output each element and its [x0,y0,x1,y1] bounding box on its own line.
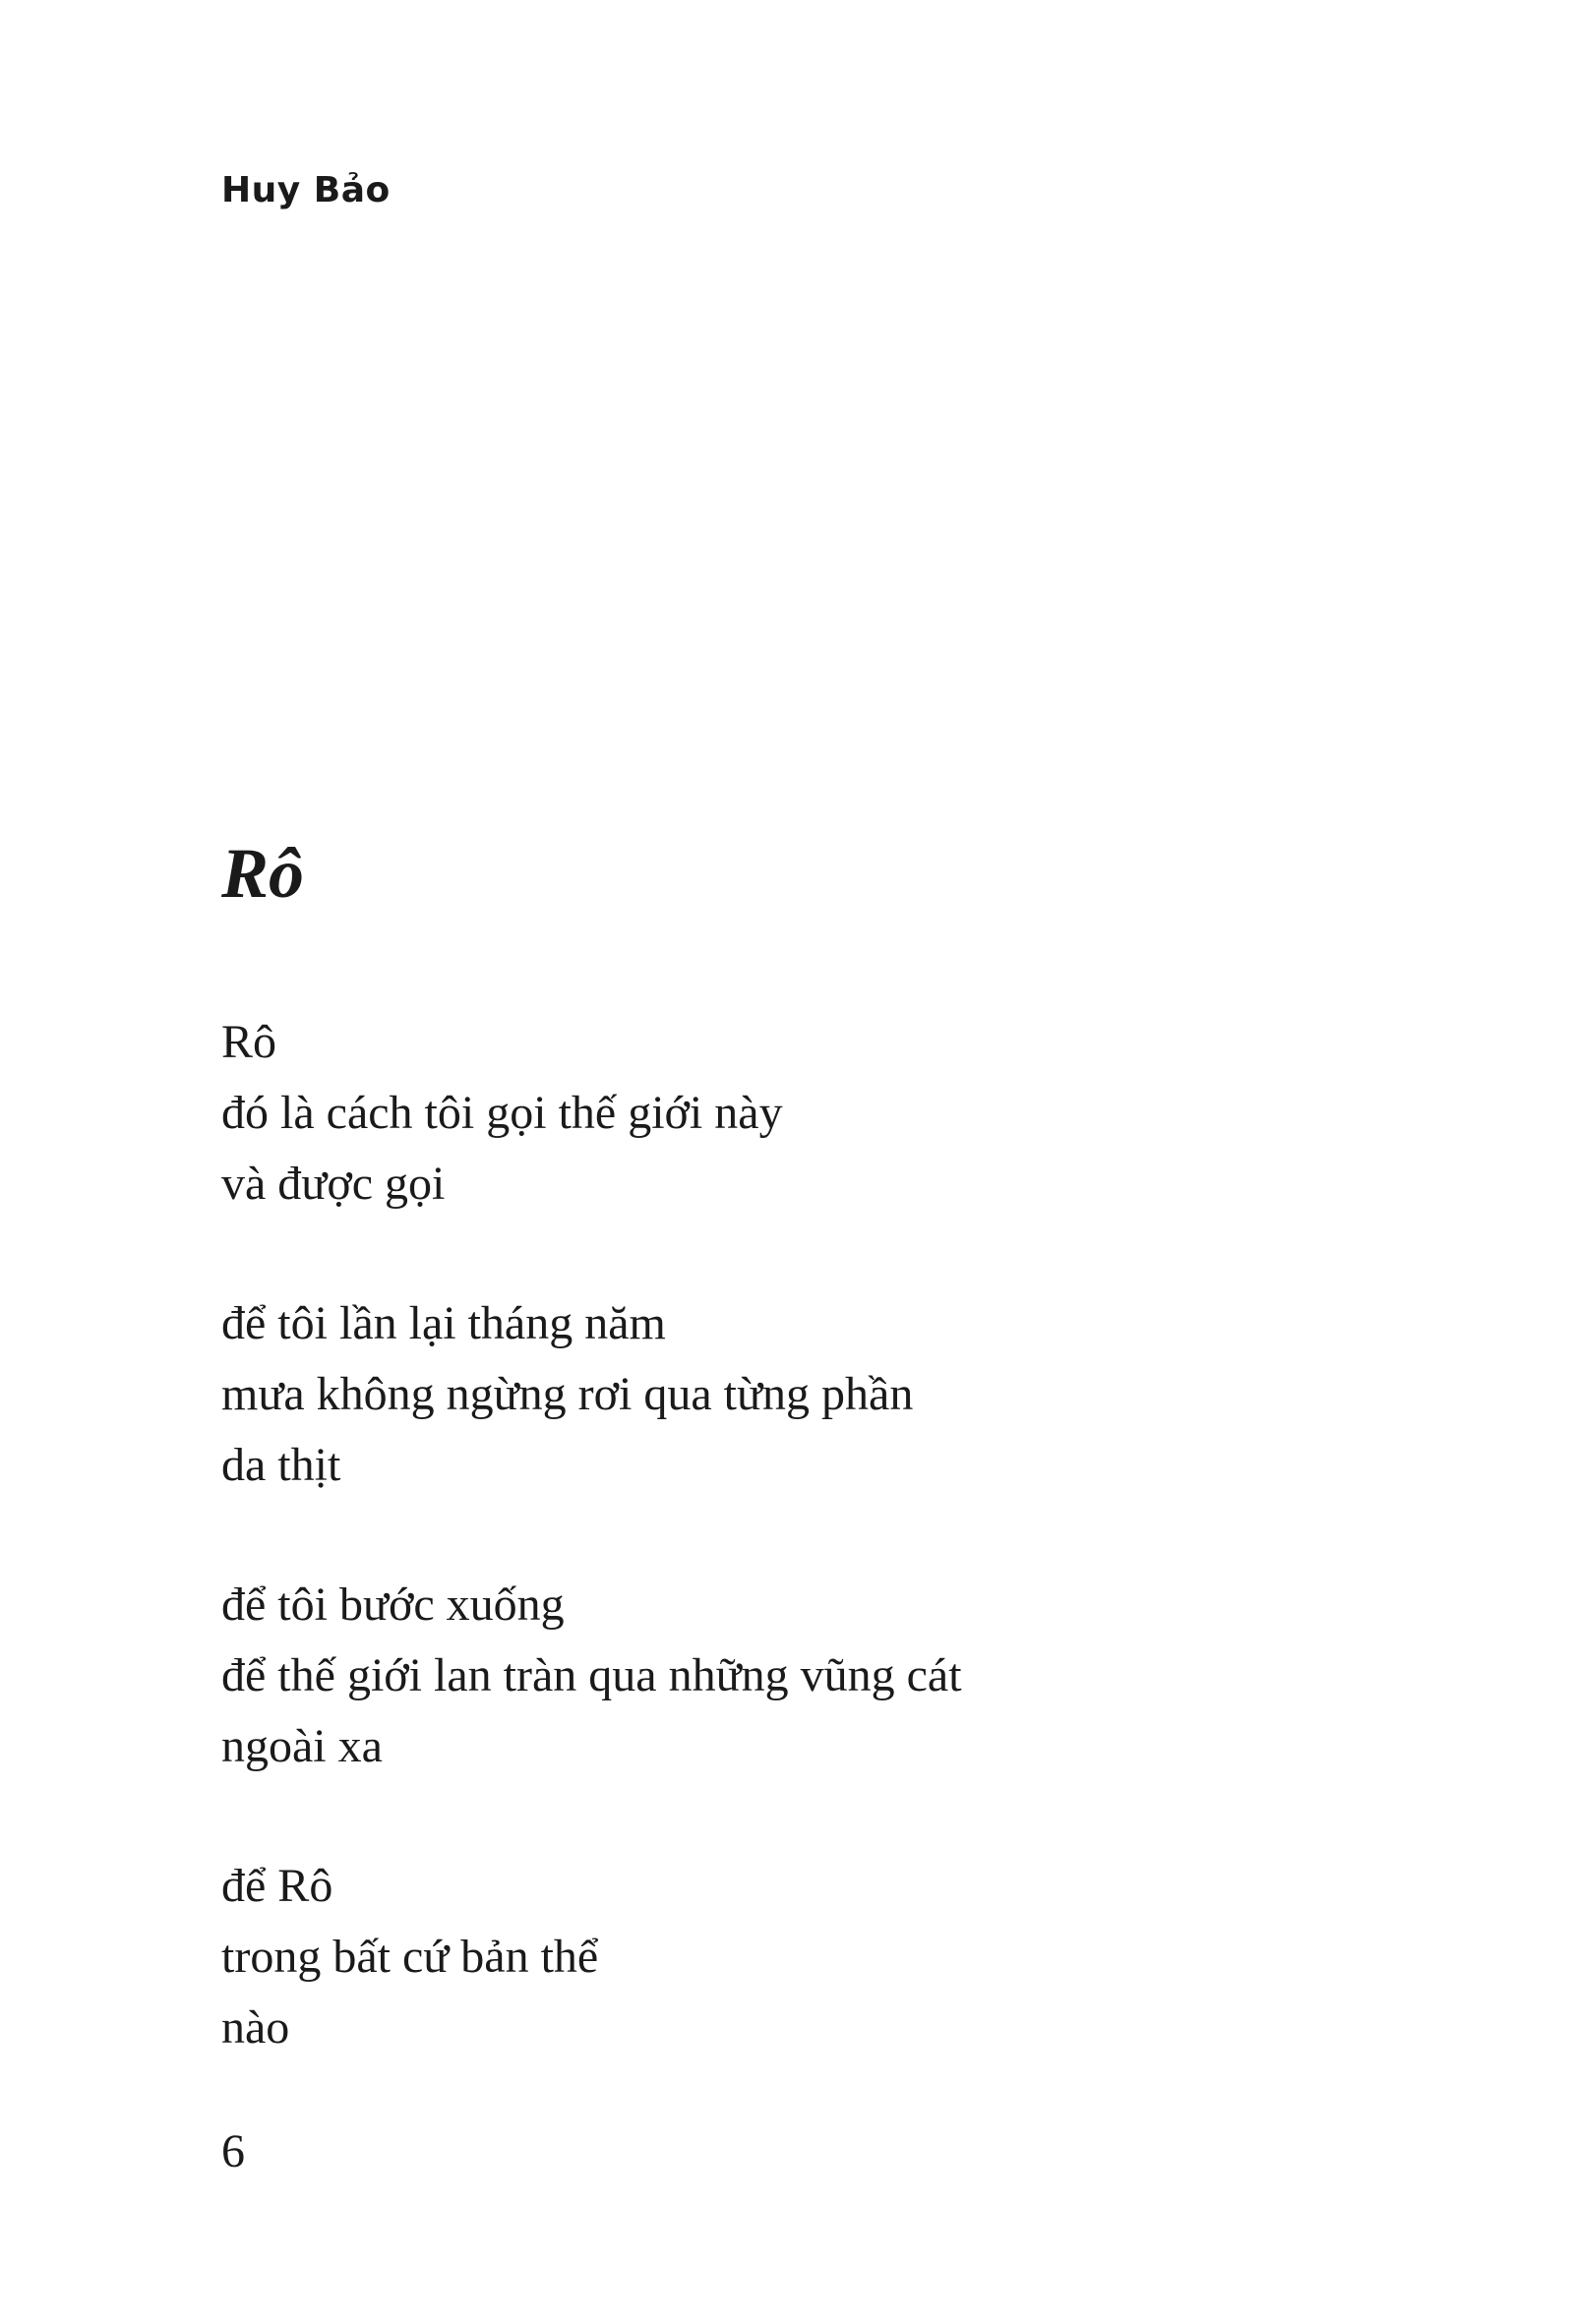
poem-title: Rô [221,834,305,913]
stanza-3 [221,1570,962,1782]
poem-line: để tôi bước xuống [221,1579,565,1631]
poem-line: mưa không ngừng rơi qua từng phần [221,1368,914,1420]
poem-line: đó là cách tôi gọi thế giới này [221,1087,783,1139]
poem-line: nào [221,2001,290,2054]
running-header-author: Huy Bảo [221,170,391,210]
poem-line: Rô [221,1016,277,1068]
poem-line: để thế giới lan tràn qua những vũng cát [221,1649,962,1701]
poem-line: để Rô [221,1860,333,1912]
poem-body [221,1007,962,2132]
poem-line: và được gọi [221,1158,446,1210]
poem-line: da thịt [221,1439,341,1491]
stanza-2 [221,1288,962,1501]
stanza-4 [221,1851,962,2063]
poem-line: để tôi lần lại tháng năm [221,1297,666,1349]
stanza-1 [221,1007,962,1220]
page-number: 6 [221,2125,245,2177]
poem-line: ngoài xa [221,1720,383,1772]
poem-line: trong bất cứ bản thể [221,1931,599,1983]
